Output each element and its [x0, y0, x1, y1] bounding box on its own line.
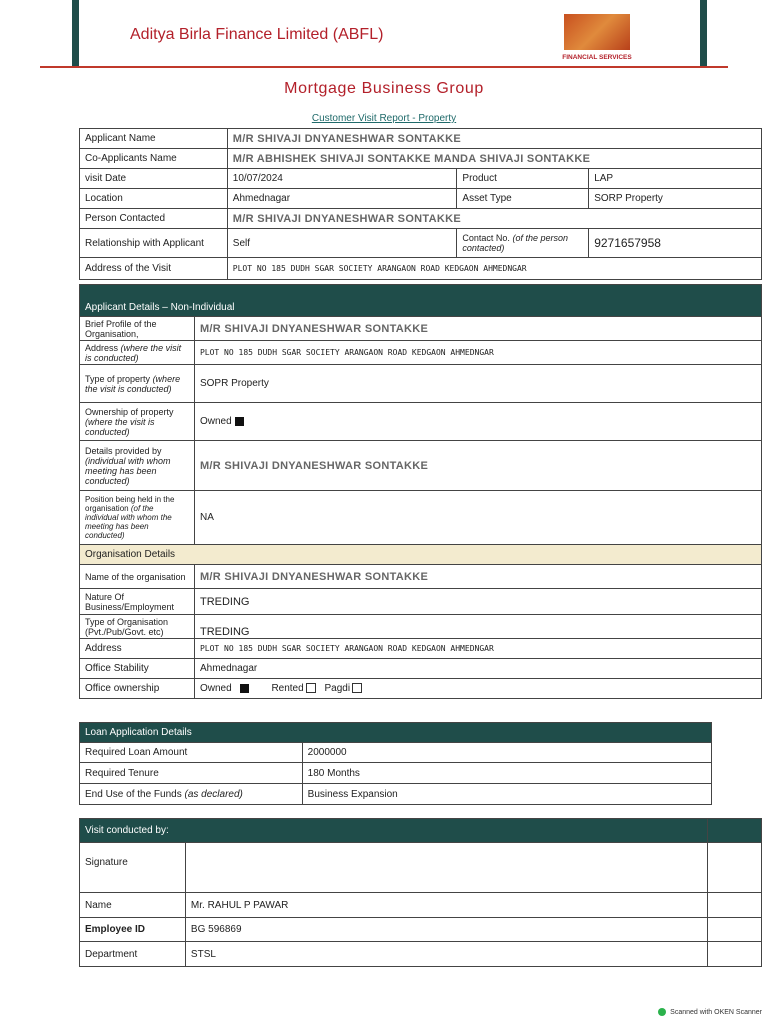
position-label-text: Position being held in the organisation: [85, 495, 175, 513]
details-provided-label-note: (individual with whom meeting has been conducted): [85, 455, 171, 486]
signature-field[interactable]: [185, 843, 707, 893]
owned-checked-icon: [235, 417, 244, 426]
applicant-info-table: [79, 128, 762, 280]
table-row: [80, 942, 762, 967]
type-property-label-note: (where the visit is conducted): [85, 373, 181, 394]
org-name-value: M/R SHIVAJI DNYANESHWAR SONTAKKE: [194, 565, 761, 589]
table-row: [80, 169, 762, 189]
address-label: [80, 341, 195, 365]
table-row: [80, 209, 762, 229]
table-row: [80, 679, 762, 699]
table-row: [80, 819, 762, 843]
org-type-label: Type of Organisation (Pvt./Pub/Govt. etc): [80, 615, 195, 639]
address-label-text: Address: [85, 342, 119, 353]
table-row: [80, 491, 762, 545]
org-type-value: TREDING: [194, 615, 761, 639]
office-ownership-value: [194, 679, 761, 699]
group-title: Mortgage Business Group: [284, 80, 484, 97]
org-address-value: PLOT NO 185 DUDH SGAR SOCIETY ARANGAON ROAD KEDGAON AHMEDNGAR: [194, 639, 761, 659]
table-row: [80, 743, 712, 763]
department-label: Department: [80, 942, 186, 967]
company-title: Aditya Birla Finance Limited (ABFL): [130, 26, 384, 43]
table-row: [80, 763, 712, 784]
table-row: [80, 441, 762, 491]
visit-header: Visit conducted by:: [80, 819, 708, 843]
loan-details-header: Loan Application Details: [80, 723, 712, 743]
header-bar-right: [700, 0, 707, 68]
contact-no-value: 9271657958: [589, 229, 762, 258]
table-row: [80, 317, 762, 341]
coapplicant-value: M/R ABHISHEK SHIVAJI SONTAKKE MANDA SHIVAJI SONTAKKE: [227, 149, 761, 169]
brief-profile-label: Brief Profile of the Organisation,: [80, 317, 195, 341]
scanner-logo-icon: [658, 1008, 666, 1016]
table-row: [80, 189, 762, 209]
loan-amount-value: 2000000: [302, 743, 711, 763]
ownership-label: [80, 403, 195, 441]
coapplicant-label: Co-Applicants Name: [80, 149, 228, 169]
table-row: [80, 723, 712, 743]
details-provided-label-text: Details provided by: [85, 445, 162, 456]
table-row: [80, 149, 762, 169]
asset-type-value: SORP Property: [589, 189, 762, 209]
applicant-name-value: M/R SHIVAJI DNYANESHWAR SONTAKKE: [227, 129, 761, 149]
contact-no-label: [457, 229, 589, 258]
tenure-label: Required Tenure: [80, 763, 303, 784]
org-address-label: Address: [80, 639, 195, 659]
org-name-label: Name of the organisation: [80, 565, 195, 589]
pagdi-checkbox[interactable]: [352, 683, 362, 693]
product-label: Product: [457, 169, 589, 189]
pagdi-label: Pagdi: [324, 683, 351, 694]
employee-id-label: Employee ID: [80, 918, 186, 942]
details-provided-label: [80, 441, 195, 491]
applicant-name-label: Applicant Name: [80, 129, 228, 149]
end-use-label-text: End Use of the Funds: [85, 788, 182, 800]
table-row: [80, 589, 762, 615]
ownership-value: [194, 403, 761, 441]
visit-address-label: Address of the Visit: [80, 258, 228, 280]
loan-details-table: [79, 722, 712, 805]
relationship-label: Relationship with Applicant: [80, 229, 228, 258]
visit-date-label: visit Date: [80, 169, 228, 189]
loan-amount-label: Required Loan Amount: [80, 743, 303, 763]
table-row: [80, 659, 762, 679]
table-row: [80, 639, 762, 659]
visit-conducted-table: [79, 818, 762, 967]
visit-header-extra: [708, 819, 762, 843]
table-row: [80, 229, 762, 258]
visit-address-value: PLOT NO 185 DUDH SGAR SOCIETY ARANGAON ROAD KEDGAON AHMEDNGAR: [227, 258, 761, 280]
department-value: STSL: [185, 942, 707, 967]
table-row: [80, 843, 762, 893]
company-logo: [562, 14, 632, 64]
location-value: Ahmednagar: [227, 189, 457, 209]
end-use-value: Business Expansion: [302, 784, 711, 805]
org-details-header: Organisation Details: [80, 545, 762, 565]
owned-checkbox-checked[interactable]: [240, 684, 249, 693]
report-title: Customer Visit Report - Property: [311, 113, 457, 124]
brief-profile-value: M/R SHIVAJI DNYANESHWAR SONTAKKE: [194, 317, 761, 341]
table-row: [80, 285, 762, 317]
office-stability-value: Ahmednagar: [194, 659, 761, 679]
table-row: [80, 258, 762, 280]
office-stability-label: Office Stability: [80, 659, 195, 679]
location-label: Location: [80, 189, 228, 209]
tenure-value: 180 Months: [302, 763, 711, 784]
header-bar-left: [72, 0, 79, 68]
ownership-label-text: Ownership of property: [85, 406, 174, 417]
end-use-label-note: (as declared): [184, 788, 243, 800]
signature-extra: [708, 843, 762, 893]
table-row: [80, 565, 762, 589]
owned-label: Owned: [199, 683, 232, 694]
rented-label: Rented: [271, 683, 304, 694]
type-property-label-text: Type of property: [85, 373, 151, 384]
office-ownership-label: Office ownership: [80, 679, 195, 699]
name-extra: [708, 893, 762, 918]
employee-id-extra: [708, 918, 762, 942]
table-row: [80, 365, 762, 403]
signature-label: Signature: [80, 843, 186, 893]
visit-date-value: 10/07/2024: [227, 169, 457, 189]
department-extra: [708, 942, 762, 967]
applicant-details-header: Applicant Details – Non-Individual: [80, 285, 762, 317]
table-row: [80, 403, 762, 441]
position-label: [80, 491, 195, 545]
scanner-text: Scanned with OKEN Scanner: [670, 1008, 762, 1016]
table-row: [80, 918, 762, 942]
end-use-label: [80, 784, 303, 805]
contact-no-label-text: Contact No.: [462, 233, 510, 243]
type-property-label: [80, 365, 195, 403]
table-row: [80, 129, 762, 149]
nature-value: TREDING: [194, 589, 761, 615]
details-provided-value: M/R SHIVAJI DNYANESHWAR SONTAKKE: [194, 441, 761, 491]
address-value: PLOT NO 185 DUDH SGAR SOCIETY ARANGAON ROAD KEDGAON AHMEDNGAR: [194, 341, 761, 365]
person-contacted-value: M/R SHIVAJI DNYANESHWAR SONTAKKE: [227, 209, 761, 229]
type-property-value: SOPR Property: [194, 365, 761, 403]
asset-type-label: Asset Type: [457, 189, 589, 209]
relationship-value: Self: [227, 229, 457, 258]
table-row: [80, 784, 712, 805]
name-value: Mr. RAHUL P PAWAR: [185, 893, 707, 918]
scanner-footer: [658, 1008, 762, 1016]
logo-emblem: [564, 14, 630, 50]
table-row: [80, 341, 762, 365]
header-rule: [40, 66, 728, 68]
product-value: LAP: [589, 169, 762, 189]
position-label-note: (of the individual with whom the meeting has been conducted): [85, 504, 172, 540]
ownership-value-text: Owned: [199, 416, 232, 427]
logo-subtitle: FINANCIAL SERVICES: [562, 54, 632, 61]
position-value: NA: [194, 491, 761, 545]
logo-text: [562, 54, 632, 61]
table-row: [80, 545, 762, 565]
rented-checkbox[interactable]: [306, 683, 316, 693]
contact-no-label-note: (of the person contacted): [462, 233, 568, 253]
person-contacted-label: Person Contacted: [80, 209, 228, 229]
ownership-label-note: (where the visit is conducted): [85, 416, 155, 437]
applicant-details-table: [79, 284, 762, 699]
nature-label: Nature Of Business/Employment: [80, 589, 195, 615]
table-row: [80, 615, 762, 639]
employee-id-value: BG 596869: [185, 918, 707, 942]
table-row: [80, 893, 762, 918]
address-label-note: (where the visit is conducted): [85, 342, 182, 363]
name-label: Name: [80, 893, 186, 918]
